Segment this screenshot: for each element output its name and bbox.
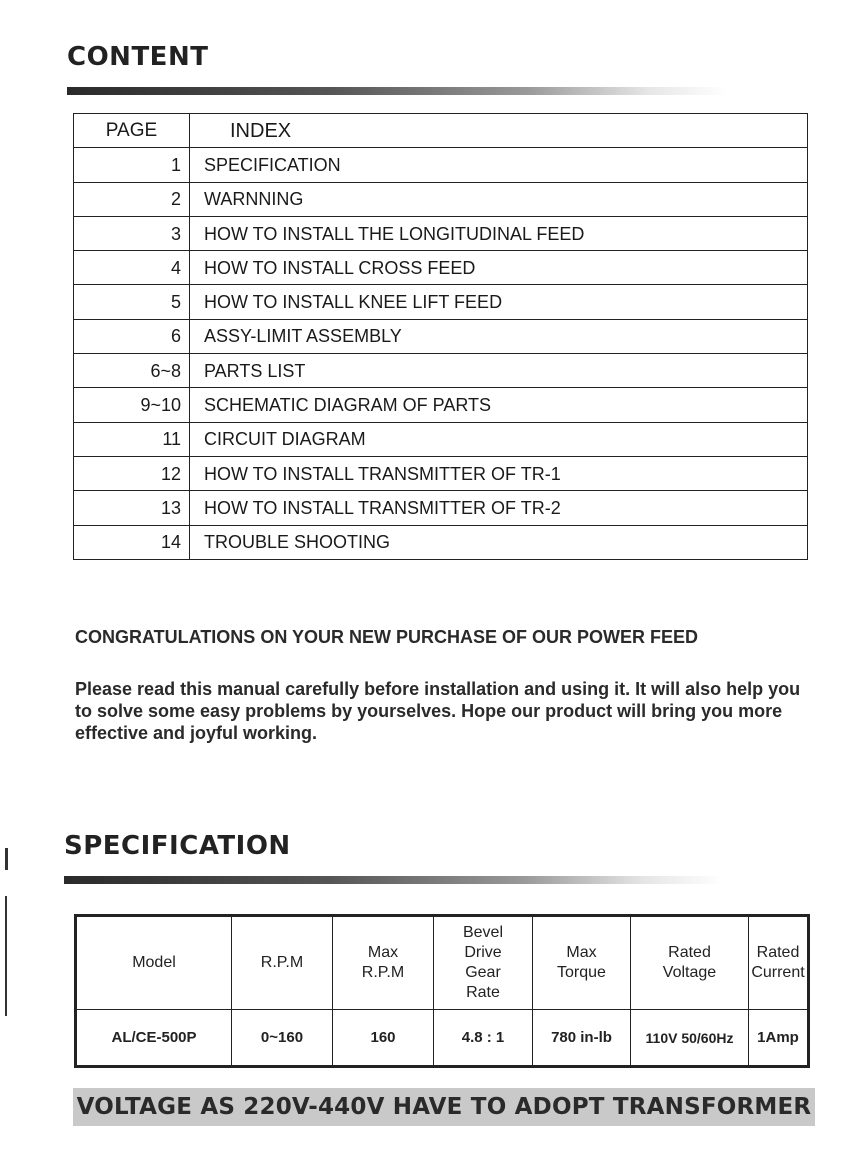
contents-row-page: 6~8	[74, 354, 190, 388]
contents-row-title: HOW TO INSTALL THE LONGITUDINAL FEED	[190, 216, 808, 250]
index-column-header: INDEX	[190, 114, 808, 148]
contents-row	[74, 456, 808, 490]
contents-row-page: 12	[74, 456, 190, 490]
contents-row-title: TROUBLE SHOOTING	[190, 525, 808, 559]
spec-header-rated-current: Rated Current	[749, 916, 809, 1010]
contents-row-title: HOW TO INSTALL TRANSMITTER OF TR-1	[190, 456, 808, 490]
specification-header-row	[76, 916, 809, 1010]
contents-row-page: 6	[74, 319, 190, 353]
contents-row	[74, 148, 808, 182]
contents-row-title: PARTS LIST	[190, 354, 808, 388]
scan-edge-mark	[5, 848, 8, 870]
contents-row	[74, 525, 808, 559]
congratulations-text: CONGRATULATIONS ON YOUR NEW PURCHASE OF OUR POWER FEED	[75, 627, 699, 647]
contents-row-page: 14	[74, 525, 190, 559]
spec-header-model: Model	[76, 916, 232, 1010]
scan-edge-mark	[5, 896, 7, 1016]
spec-value-max-torque: 780 in-lb	[533, 1010, 631, 1067]
content-heading-rule	[67, 87, 727, 95]
contents-row-page: 13	[74, 491, 190, 525]
contents-table-header	[74, 114, 808, 148]
specification-table	[74, 914, 810, 1068]
contents-row-title: HOW TO INSTALL CROSS FEED	[190, 251, 808, 285]
contents-row	[74, 354, 808, 388]
contents-row-title: HOW TO INSTALL KNEE LIFT FEED	[190, 285, 808, 319]
contents-row-title: SCHEMATIC DIAGRAM OF PARTS	[190, 388, 808, 422]
spec-header-rpm: R.P.M	[232, 916, 333, 1010]
contents-table	[73, 113, 808, 560]
contents-row-page: 11	[74, 422, 190, 456]
spec-header-max-rpm: Max R.P.M	[333, 916, 434, 1010]
specification-value-row	[76, 1010, 809, 1067]
spec-header-bevel-gear-rate: Bevel Drive Gear Rate	[434, 916, 533, 1010]
transformer-warning-banner: VOLTAGE AS 220V-440V HAVE TO ADOPT TRANSFORMER	[73, 1088, 815, 1126]
page-column-header: PAGE	[74, 114, 190, 148]
contents-row-title: SPECIFICATION	[190, 148, 808, 182]
contents-row-title: ASSY-LIMIT ASSEMBLY	[190, 319, 808, 353]
spec-value-max-rpm: 160	[333, 1010, 434, 1067]
contents-row	[74, 388, 808, 422]
contents-row	[74, 251, 808, 285]
spec-value-bevel-gear-rate: 4.8 : 1	[434, 1010, 533, 1067]
contents-row	[74, 422, 808, 456]
contents-row-title: HOW TO INSTALL TRANSMITTER OF TR-2	[190, 491, 808, 525]
spec-value-model: AL/CE-500P	[76, 1010, 232, 1067]
contents-row-page: 4	[74, 251, 190, 285]
contents-row-page: 5	[74, 285, 190, 319]
contents-row	[74, 285, 808, 319]
contents-row-title: WARNNING	[190, 182, 808, 216]
specification-heading: SPECIFICATION	[64, 831, 291, 861]
intro-paragraph: Please read this manual carefully before installation and using it. It will also help you to solve some easy problems by yourselves. Hope our product will bring you more effective and joyful working.	[75, 679, 801, 743]
contents-row-page: 9~10	[74, 388, 190, 422]
content-heading: CONTENT	[67, 42, 209, 72]
specification-heading-rule	[64, 876, 724, 884]
spec-header-max-torque: Max Torque	[533, 916, 631, 1010]
contents-row-title: CIRCUIT DIAGRAM	[190, 422, 808, 456]
contents-row-page: 3	[74, 216, 190, 250]
spec-header-rated-voltage: Rated Voltage	[631, 916, 749, 1010]
spec-value-rated-current: 1Amp	[749, 1010, 809, 1067]
contents-row-page: 2	[74, 182, 190, 216]
spec-value-rpm: 0~160	[232, 1010, 333, 1067]
contents-row	[74, 216, 808, 250]
spec-value-rated-voltage: 110V 50/60Hz	[631, 1010, 749, 1067]
contents-row	[74, 491, 808, 525]
contents-row	[74, 319, 808, 353]
contents-row	[74, 182, 808, 216]
contents-row-page: 1	[74, 148, 190, 182]
